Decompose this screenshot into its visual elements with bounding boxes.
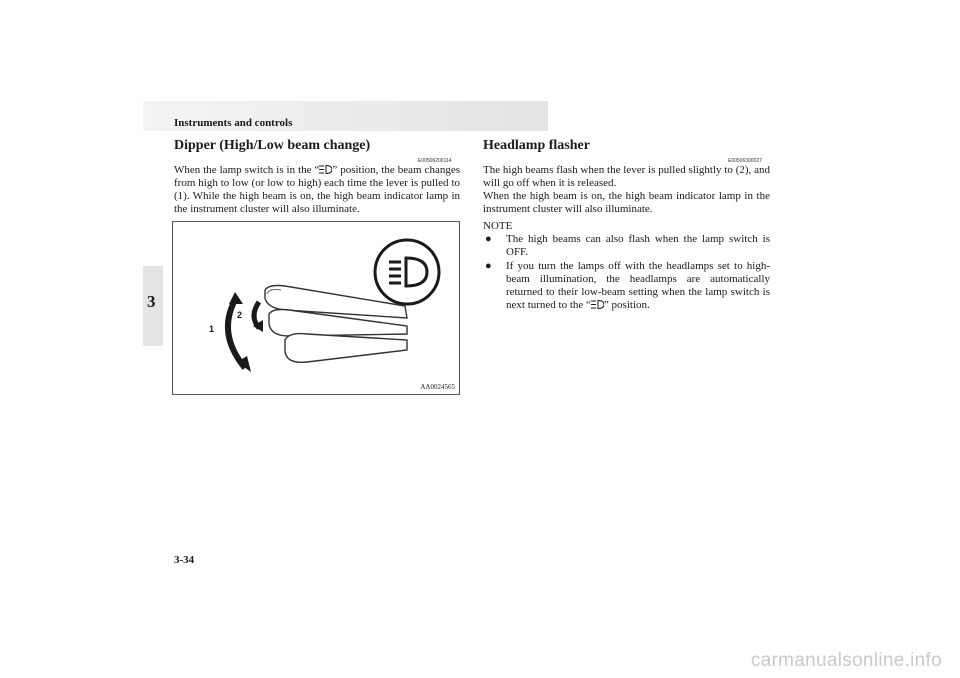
dipper-code: E00506200114 [418,158,452,164]
flasher-paragraph-1: The high beams flash when the lever is pulled slightly to (2), and will go off when it is released. [483,164,770,189]
figure-code: AA0024565 [420,383,455,391]
dipper-heading: Dipper (High/Low beam change) [174,138,371,153]
note-item: ● The high beams can also flash when the lamp switch is OFF. [485,233,770,258]
note-item: ● If you turn the lamps off with the headlamps set to high-beam illumination, the headlamps are automatically returned to their low-beam setting when the lamp switch is next turned to the “ ” position. [485,260,770,311]
lever-figure [172,221,460,395]
note-label: NOTE [483,220,513,232]
bullet-icon: ● [485,260,492,272]
dipper-paragraph: When the lamp switch is in the “ ” position, the beam changes from high to low (or low to high) each time the lever is pulled to (1). While the high beam is on, the high beam indicator lamp in the instrument cluster will also illuminate. [174,164,460,215]
flasher-code: E00506300027 [728,158,762,164]
high-beam-icon [591,300,604,309]
page-number: 3-34 [174,554,195,566]
chapter-number: 3 [147,292,156,311]
high-beam-icon [319,165,332,174]
note-list [483,233,770,313]
figure-high-beam-icon [375,240,439,304]
bullet-icon: ● [485,233,492,245]
lever-illustration [173,222,459,394]
flasher-heading: Headlamp flasher [483,138,590,153]
flasher-paragraph-2: When the high beam is on, the high beam indicator lamp in the instrument cluster will also illuminate. [483,190,770,215]
figure-label-2: 2 [237,310,243,320]
watermark: carmanualsonline.info [750,650,942,671]
section-title: Instruments and controls [174,117,293,129]
figure-label-1: 1 [209,324,215,334]
